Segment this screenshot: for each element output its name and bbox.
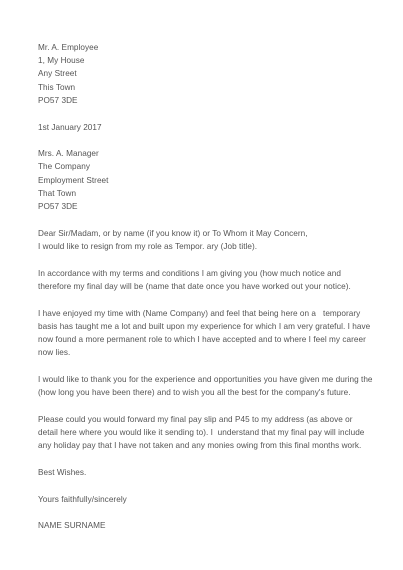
- salutation-line: Dear Sir/Madam, or by name (if you know it) or To Whom it May Concern,: [38, 228, 308, 238]
- recipient-postcode: PO57 3DE: [38, 202, 78, 212]
- recipient-street: Employment Street: [38, 175, 109, 185]
- pay-paragraph: [38, 413, 368, 453]
- notice-paragraph: [38, 267, 368, 293]
- wishes-block: [38, 466, 368, 479]
- thanks-line-1: I would like to thank you for the experience and opportunities you have given me during the: [38, 374, 373, 384]
- thanks-line-2: (how long you have been there) and to wish you all the best for the company's future.: [38, 388, 351, 398]
- recipient-town: That Town: [38, 188, 77, 198]
- notice-line-2: therefore my final day will be (name that date once you have worked out your notice).: [38, 281, 351, 291]
- best-wishes: Best Wishes.: [38, 467, 87, 477]
- enjoyed-line-3: now found a more permanent role to which I have accepted and to where I feel my career: [38, 334, 366, 344]
- sender-town: This Town: [38, 82, 76, 92]
- notice-line-1: In accordance with my terms and conditions I am giving you (how much notice and: [38, 268, 341, 278]
- sender-street: Any Street: [38, 69, 77, 79]
- thanks-paragraph: [38, 373, 373, 399]
- enjoyed-line-4: now lies.: [38, 348, 71, 358]
- enjoyed-paragraph: [38, 307, 371, 360]
- enjoyed-line-1: I have enjoyed my time with (Name Company) and feel that being here on a temporary: [38, 308, 361, 318]
- sender-name: Mr. A. Employee: [38, 43, 99, 52]
- pay-line-2: detail here where you would like it sending to). I understand that my final pay will include: [38, 427, 365, 437]
- salutation-paragraph: [38, 227, 368, 253]
- resignation-letter: [38, 41, 373, 546]
- recipient-name: Mrs. A. Manager: [38, 149, 99, 159]
- yours-faithfully: Yours faithfully/sincerely: [38, 494, 127, 504]
- pay-line-3: any holiday pay that I have not taken and any monies owing from this final months work.: [38, 441, 362, 451]
- resignation-statement: I would like to resign from my role as Tempor. ary (Job title).: [38, 241, 258, 251]
- letter-date: 1st January 2017: [38, 122, 102, 132]
- pay-line-1: Please could you would forward my final pay slip and P45 to my address (as above or: [38, 414, 353, 424]
- enjoyed-line-2: basis has taught me a lot and built upon my experience for which I am very grateful. I have: [38, 321, 371, 331]
- sender-house: 1, My House: [38, 56, 85, 66]
- signature-block: [38, 519, 368, 532]
- recipient-address: [38, 147, 368, 213]
- signoff-block: [38, 493, 368, 506]
- sender-address: [38, 41, 368, 107]
- recipient-company: The Company: [38, 162, 90, 172]
- sender-postcode: PO57 3DE: [38, 95, 78, 105]
- letter-date-block: [38, 121, 368, 134]
- signatory-name: NAME SURNAME: [38, 521, 106, 531]
